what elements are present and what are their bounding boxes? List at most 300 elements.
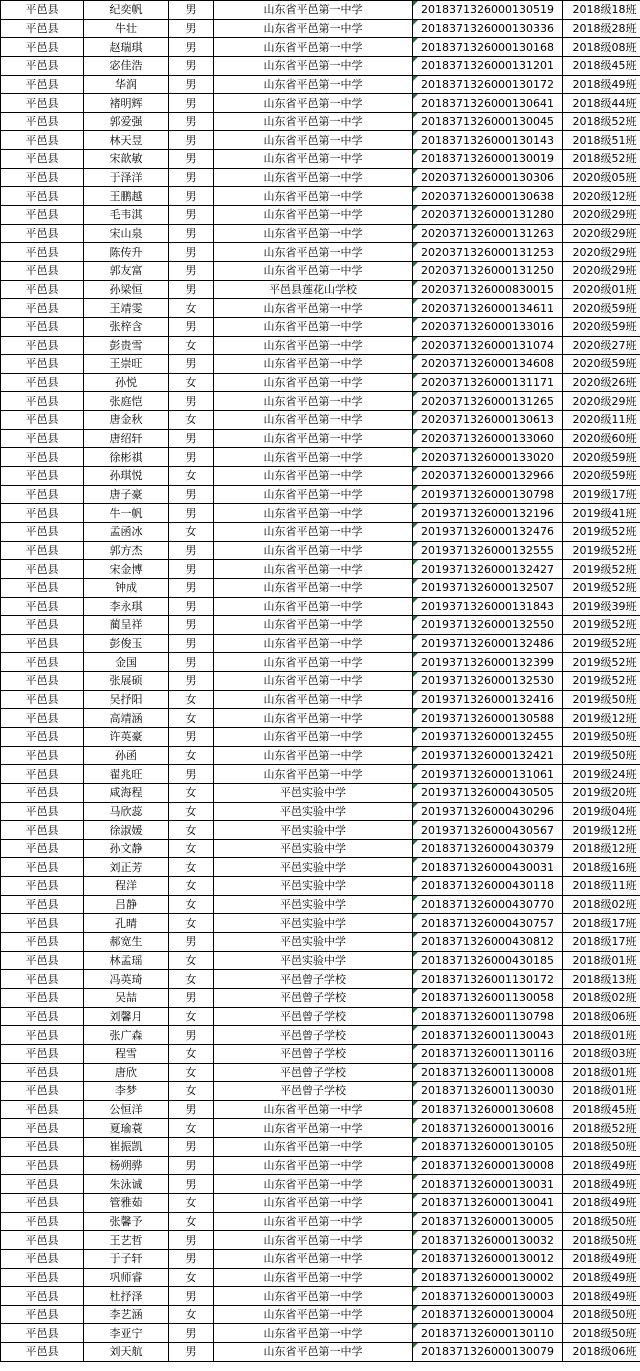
student-name-cell[interactable]: 冯英琦: [84, 970, 169, 989]
student-name-cell[interactable]: 咸海程: [84, 783, 169, 802]
student-name-cell[interactable]: 高靖涵: [84, 709, 169, 728]
county-cell[interactable]: 平邑县: [1, 1175, 84, 1194]
student-id-cell[interactable]: 2019371326000132421: [413, 746, 563, 765]
county-cell[interactable]: 平邑县: [1, 951, 84, 970]
gender-cell[interactable]: 女: [169, 746, 214, 765]
gender-cell[interactable]: 女: [169, 1007, 214, 1026]
class-cell[interactable]: 2020级59班: [563, 467, 640, 486]
student-id-cell[interactable]: 2020371326000133060: [413, 429, 563, 448]
school-cell[interactable]: 平邑实验中学: [214, 951, 413, 970]
county-cell[interactable]: 平邑县: [1, 1044, 84, 1063]
county-cell[interactable]: 平邑县: [1, 1007, 84, 1026]
gender-cell[interactable]: 女: [169, 709, 214, 728]
student-name-cell[interactable]: 唐子豪: [84, 485, 169, 504]
county-cell[interactable]: 平邑县: [1, 1026, 84, 1045]
school-cell[interactable]: 山东省平邑第一中学: [214, 672, 413, 691]
class-cell[interactable]: 2018级49班: [563, 1268, 640, 1287]
county-cell[interactable]: 平邑县: [1, 1249, 84, 1268]
student-name-cell[interactable]: 于泽洋: [84, 168, 169, 187]
gender-cell[interactable]: 男: [169, 168, 214, 187]
student-name-cell[interactable]: 李永琪: [84, 597, 169, 616]
county-cell[interactable]: 平邑县: [1, 355, 84, 374]
school-cell[interactable]: 山东省平邑第一中学: [214, 1138, 413, 1157]
gender-cell[interactable]: 男: [169, 616, 214, 635]
student-name-cell[interactable]: 褚明辉: [84, 94, 169, 113]
student-name-cell[interactable]: 朱泳诚: [84, 1175, 169, 1194]
county-cell[interactable]: 平邑县: [1, 895, 84, 914]
student-id-cell[interactable]: 2020371326000132966: [413, 467, 563, 486]
school-cell[interactable]: 平邑曾子学校: [214, 1044, 413, 1063]
student-name-cell[interactable]: 吕静: [84, 895, 169, 914]
student-name-cell[interactable]: 唐绍轩: [84, 429, 169, 448]
county-cell[interactable]: 平邑县: [1, 1268, 84, 1287]
school-cell[interactable]: 山东省平邑第一中学: [214, 765, 413, 784]
school-cell[interactable]: 山东省平邑第一中学: [214, 112, 413, 131]
county-cell[interactable]: 平邑县: [1, 690, 84, 709]
county-cell[interactable]: 平邑县: [1, 1287, 84, 1306]
class-cell[interactable]: 2020级26班: [563, 373, 640, 392]
class-cell[interactable]: 2019级04班: [563, 802, 640, 821]
county-cell[interactable]: 平邑县: [1, 1138, 84, 1157]
student-name-cell[interactable]: 巩师睿: [84, 1268, 169, 1287]
county-cell[interactable]: 平邑县: [1, 112, 84, 131]
gender-cell[interactable]: 男: [169, 243, 214, 262]
class-cell[interactable]: 2018级52班: [563, 150, 640, 169]
gender-cell[interactable]: 男: [169, 560, 214, 579]
class-cell[interactable]: 2018级49班: [563, 1194, 640, 1213]
gender-cell[interactable]: 女: [169, 1212, 214, 1231]
school-cell[interactable]: 山东省平邑第一中学: [214, 1175, 413, 1194]
gender-cell[interactable]: 女: [169, 1305, 214, 1324]
student-id-cell[interactable]: 2018371326000130172: [413, 75, 563, 94]
school-cell[interactable]: 山东省平邑第一中学: [214, 411, 413, 430]
student-name-cell[interactable]: 孙梁恒: [84, 280, 169, 299]
gender-cell[interactable]: 男: [169, 988, 214, 1007]
student-id-cell[interactable]: 2019371326000132550: [413, 616, 563, 635]
school-cell[interactable]: 山东省平邑第一中学: [214, 1156, 413, 1175]
gender-cell[interactable]: 男: [169, 765, 214, 784]
gender-cell[interactable]: 男: [169, 727, 214, 746]
student-name-cell[interactable]: 宋歆敏: [84, 150, 169, 169]
gender-cell[interactable]: 男: [169, 38, 214, 57]
school-cell[interactable]: 山东省平邑第一中学: [214, 224, 413, 243]
student-id-cell[interactable]: 2018371326001130030: [413, 1082, 563, 1101]
gender-cell[interactable]: 男: [169, 485, 214, 504]
gender-cell[interactable]: 女: [169, 858, 214, 877]
county-cell[interactable]: 平邑县: [1, 988, 84, 1007]
class-cell[interactable]: 2018级03班: [563, 1044, 640, 1063]
county-cell[interactable]: 平邑县: [1, 1212, 84, 1231]
student-id-cell[interactable]: 2020371326000830015: [413, 280, 563, 299]
student-name-cell[interactable]: 金国: [84, 653, 169, 672]
school-cell[interactable]: 山东省平邑第一中学: [214, 317, 413, 336]
student-id-cell[interactable]: 2018371326000131201: [413, 56, 563, 75]
student-id-cell[interactable]: 2018371326000130110: [413, 1324, 563, 1343]
school-cell[interactable]: 山东省平邑第一中学: [214, 1, 413, 20]
student-id-cell[interactable]: 2018371326000130336: [413, 19, 563, 38]
school-cell[interactable]: 山东省平邑第一中学: [214, 131, 413, 150]
student-id-cell[interactable]: 2018371326000430118: [413, 877, 563, 896]
school-cell[interactable]: 山东省平邑第一中学: [214, 150, 413, 169]
class-cell[interactable]: 2018级01班: [563, 951, 640, 970]
gender-cell[interactable]: 女: [169, 411, 214, 430]
student-name-cell[interactable]: 杨朔骅: [84, 1156, 169, 1175]
school-cell[interactable]: 山东省平邑第一中学: [214, 1343, 413, 1362]
student-name-cell[interactable]: 李亚宁: [84, 1324, 169, 1343]
student-name-cell[interactable]: 徐彬祺: [84, 448, 169, 467]
county-cell[interactable]: 平邑县: [1, 448, 84, 467]
student-id-cell[interactable]: 2019371326000132399: [413, 653, 563, 672]
student-id-cell[interactable]: 2018371326000130031: [413, 1175, 563, 1194]
county-cell[interactable]: 平邑县: [1, 280, 84, 299]
county-cell[interactable]: 平邑县: [1, 336, 84, 355]
class-cell[interactable]: 2018级49班: [563, 75, 640, 94]
student-name-cell[interactable]: 孙悦: [84, 373, 169, 392]
school-cell[interactable]: 平邑实验中学: [214, 895, 413, 914]
class-cell[interactable]: 2018级51班: [563, 131, 640, 150]
gender-cell[interactable]: 男: [169, 206, 214, 225]
class-cell[interactable]: 2018级02班: [563, 895, 640, 914]
gender-cell[interactable]: 女: [169, 802, 214, 821]
student-id-cell[interactable]: 2018371326000430770: [413, 895, 563, 914]
student-name-cell[interactable]: 孔晴: [84, 914, 169, 933]
class-cell[interactable]: 2020级29班: [563, 243, 640, 262]
class-cell[interactable]: 2020级05班: [563, 168, 640, 187]
class-cell[interactable]: 2018级52班: [563, 112, 640, 131]
student-name-cell[interactable]: 程洋: [84, 877, 169, 896]
student-id-cell[interactable]: 2019371326000132555: [413, 541, 563, 560]
gender-cell[interactable]: 女: [169, 821, 214, 840]
class-cell[interactable]: 2019级41班: [563, 504, 640, 523]
student-id-cell[interactable]: 2019371326000132486: [413, 634, 563, 653]
student-id-cell[interactable]: 2019371326000131843: [413, 597, 563, 616]
student-name-cell[interactable]: 毛韦淇: [84, 206, 169, 225]
student-name-cell[interactable]: 刘天航: [84, 1343, 169, 1362]
student-name-cell[interactable]: 孙函: [84, 746, 169, 765]
class-cell[interactable]: 2018级44班: [563, 94, 640, 113]
county-cell[interactable]: 平邑县: [1, 578, 84, 597]
gender-cell[interactable]: 女: [169, 1194, 214, 1213]
class-cell[interactable]: 2018级50班: [563, 1231, 640, 1250]
school-cell[interactable]: 山东省平邑第一中学: [214, 38, 413, 57]
student-id-cell[interactable]: 2018371326000130641: [413, 94, 563, 113]
class-cell[interactable]: 2018级50班: [563, 1324, 640, 1343]
county-cell[interactable]: 平邑县: [1, 839, 84, 858]
student-name-cell[interactable]: 张广森: [84, 1026, 169, 1045]
class-cell[interactable]: 2018级01班: [563, 1082, 640, 1101]
student-id-cell[interactable]: 2020371326000130638: [413, 187, 563, 206]
gender-cell[interactable]: 男: [169, 392, 214, 411]
school-cell[interactable]: 山东省平邑第一中学: [214, 355, 413, 374]
school-cell[interactable]: 山东省平邑第一中学: [214, 1100, 413, 1119]
school-cell[interactable]: 山东省平邑第一中学: [214, 429, 413, 448]
county-cell[interactable]: 平邑县: [1, 914, 84, 933]
county-cell[interactable]: 平邑县: [1, 634, 84, 653]
gender-cell[interactable]: 女: [169, 373, 214, 392]
class-cell[interactable]: 2018级08班: [563, 38, 640, 57]
student-id-cell[interactable]: 2018371326000130016: [413, 1119, 563, 1138]
gender-cell[interactable]: 男: [169, 75, 214, 94]
student-name-cell[interactable]: 林孟瑶: [84, 951, 169, 970]
student-name-cell[interactable]: 王艺哲: [84, 1231, 169, 1250]
student-id-cell[interactable]: 2018371326000130019: [413, 150, 563, 169]
gender-cell[interactable]: 女: [169, 839, 214, 858]
student-id-cell[interactable]: 2018371326000130105: [413, 1138, 563, 1157]
gender-cell[interactable]: 男: [169, 317, 214, 336]
student-id-cell[interactable]: 2018371326000130012: [413, 1249, 563, 1268]
class-cell[interactable]: 2018级01班: [563, 1063, 640, 1082]
school-cell[interactable]: 山东省平邑第一中学: [214, 727, 413, 746]
county-cell[interactable]: 平邑县: [1, 522, 84, 541]
school-cell[interactable]: 山东省平邑第一中学: [214, 1249, 413, 1268]
gender-cell[interactable]: 男: [169, 653, 214, 672]
class-cell[interactable]: 2018级50班: [563, 1305, 640, 1324]
student-id-cell[interactable]: 2018371326000430031: [413, 858, 563, 877]
school-cell[interactable]: 山东省平邑第一中学: [214, 243, 413, 262]
student-id-cell[interactable]: 2020371326000134611: [413, 299, 563, 318]
student-name-cell[interactable]: 刘正芳: [84, 858, 169, 877]
school-cell[interactable]: 山东省平邑第一中学: [214, 578, 413, 597]
class-cell[interactable]: 2018级52班: [563, 1119, 640, 1138]
school-cell[interactable]: 平邑实验中学: [214, 877, 413, 896]
class-cell[interactable]: 2020级59班: [563, 355, 640, 374]
county-cell[interactable]: 平邑县: [1, 1324, 84, 1343]
class-cell[interactable]: 2019级50班: [563, 727, 640, 746]
student-id-cell[interactable]: 2019371326000132196: [413, 504, 563, 523]
student-name-cell[interactable]: 李梦: [84, 1082, 169, 1101]
student-id-cell[interactable]: 2020371326000133020: [413, 448, 563, 467]
student-name-cell[interactable]: 王鹏越: [84, 187, 169, 206]
class-cell[interactable]: 2019级52班: [563, 578, 640, 597]
student-name-cell[interactable]: 孙文静: [84, 839, 169, 858]
gender-cell[interactable]: 男: [169, 112, 214, 131]
student-name-cell[interactable]: 宋金博: [84, 560, 169, 579]
gender-cell[interactable]: 女: [169, 1268, 214, 1287]
county-cell[interactable]: 平邑县: [1, 504, 84, 523]
gender-cell[interactable]: 女: [169, 522, 214, 541]
county-cell[interactable]: 平邑县: [1, 411, 84, 430]
student-id-cell[interactable]: 2018371326000130032: [413, 1231, 563, 1250]
student-id-cell[interactable]: 2018371326000130004: [413, 1305, 563, 1324]
county-cell[interactable]: 平邑县: [1, 616, 84, 635]
county-cell[interactable]: 平邑县: [1, 858, 84, 877]
gender-cell[interactable]: 男: [169, 150, 214, 169]
gender-cell[interactable]: 男: [169, 280, 214, 299]
school-cell[interactable]: 山东省平邑第一中学: [214, 56, 413, 75]
student-id-cell[interactable]: 2020371326000131171: [413, 373, 563, 392]
gender-cell[interactable]: 男: [169, 94, 214, 113]
student-name-cell[interactable]: 唐欣: [84, 1063, 169, 1082]
student-name-cell[interactable]: 郭方杰: [84, 541, 169, 560]
student-name-cell[interactable]: 钟成: [84, 578, 169, 597]
gender-cell[interactable]: 女: [169, 1119, 214, 1138]
school-cell[interactable]: 平邑实验中学: [214, 914, 413, 933]
school-cell[interactable]: 山东省平邑第一中学: [214, 1324, 413, 1343]
class-cell[interactable]: 2018级49班: [563, 1156, 640, 1175]
school-cell[interactable]: 山东省平邑第一中学: [214, 206, 413, 225]
class-cell[interactable]: 2019级52班: [563, 560, 640, 579]
class-cell[interactable]: 2018级12班: [563, 839, 640, 858]
gender-cell[interactable]: 男: [169, 933, 214, 952]
school-cell[interactable]: 平邑实验中学: [214, 821, 413, 840]
student-name-cell[interactable]: 马欣蕊: [84, 802, 169, 821]
student-id-cell[interactable]: 2018371326000130608: [413, 1100, 563, 1119]
student-id-cell[interactable]: 2018371326000130045: [413, 112, 563, 131]
gender-cell[interactable]: 男: [169, 504, 214, 523]
school-cell[interactable]: 山东省平邑第一中学: [214, 560, 413, 579]
school-cell[interactable]: 山东省平邑第一中学: [214, 1268, 413, 1287]
student-id-cell[interactable]: 2018371326000130005: [413, 1212, 563, 1231]
gender-cell[interactable]: 男: [169, 261, 214, 280]
class-cell[interactable]: 2020级27班: [563, 336, 640, 355]
gender-cell[interactable]: 男: [169, 672, 214, 691]
student-name-cell[interactable]: 孙琪悦: [84, 467, 169, 486]
county-cell[interactable]: 平邑县: [1, 765, 84, 784]
student-id-cell[interactable]: 2019371326000132455: [413, 727, 563, 746]
county-cell[interactable]: 平邑县: [1, 373, 84, 392]
county-cell[interactable]: 平邑县: [1, 56, 84, 75]
county-cell[interactable]: 平邑县: [1, 727, 84, 746]
student-id-cell[interactable]: 2020371326000131253: [413, 243, 563, 262]
student-id-cell[interactable]: 2018371326000130519: [413, 1, 563, 20]
student-id-cell[interactable]: 2018371326001130008: [413, 1063, 563, 1082]
school-cell[interactable]: 平邑曾子学校: [214, 1082, 413, 1101]
school-cell[interactable]: 山东省平邑第一中学: [214, 94, 413, 113]
class-cell[interactable]: 2020级60班: [563, 429, 640, 448]
student-id-cell[interactable]: 2020371326000131263: [413, 224, 563, 243]
student-id-cell[interactable]: 2019371326000131061: [413, 765, 563, 784]
county-cell[interactable]: 平邑县: [1, 1082, 84, 1101]
county-cell[interactable]: 平邑县: [1, 970, 84, 989]
school-cell[interactable]: 平邑曾子学校: [214, 1007, 413, 1026]
gender-cell[interactable]: 男: [169, 1249, 214, 1268]
student-name-cell[interactable]: 程雪: [84, 1044, 169, 1063]
school-cell[interactable]: 平邑实验中学: [214, 802, 413, 821]
class-cell[interactable]: 2018级17班: [563, 933, 640, 952]
school-cell[interactable]: 山东省平邑第一中学: [214, 616, 413, 635]
student-name-cell[interactable]: 陈传升: [84, 243, 169, 262]
class-cell[interactable]: 2020级59班: [563, 299, 640, 318]
student-name-cell[interactable]: 管雅茹: [84, 1194, 169, 1213]
class-cell[interactable]: 2019级52班: [563, 541, 640, 560]
county-cell[interactable]: 平邑县: [1, 709, 84, 728]
gender-cell[interactable]: 男: [169, 1100, 214, 1119]
class-cell[interactable]: 2019级17班: [563, 485, 640, 504]
student-id-cell[interactable]: 2018371326001130116: [413, 1044, 563, 1063]
school-cell[interactable]: 山东省平邑第一中学: [214, 653, 413, 672]
class-cell[interactable]: 2019级52班: [563, 653, 640, 672]
student-id-cell[interactable]: 2019371326000430567: [413, 821, 563, 840]
school-cell[interactable]: 平邑曾子学校: [214, 1026, 413, 1045]
school-cell[interactable]: 山东省平邑第一中学: [214, 1194, 413, 1213]
class-cell[interactable]: 2018级16班: [563, 858, 640, 877]
school-cell[interactable]: 平邑实验中学: [214, 858, 413, 877]
student-name-cell[interactable]: 崔振凯: [84, 1138, 169, 1157]
class-cell[interactable]: 2020级29班: [563, 392, 640, 411]
school-cell[interactable]: 山东省平邑第一中学: [214, 1305, 413, 1324]
school-cell[interactable]: 平邑曾子学校: [214, 970, 413, 989]
county-cell[interactable]: 平邑县: [1, 821, 84, 840]
student-name-cell[interactable]: 张梓含: [84, 317, 169, 336]
student-name-cell[interactable]: 吴抒阳: [84, 690, 169, 709]
school-cell[interactable]: 平邑实验中学: [214, 839, 413, 858]
gender-cell[interactable]: 男: [169, 448, 214, 467]
student-id-cell[interactable]: 2018371326000130003: [413, 1287, 563, 1306]
student-name-cell[interactable]: 林天昱: [84, 131, 169, 150]
class-cell[interactable]: 2018级49班: [563, 1175, 640, 1194]
county-cell[interactable]: 平邑县: [1, 597, 84, 616]
class-cell[interactable]: 2020级11班: [563, 411, 640, 430]
school-cell[interactable]: 山东省平邑第一中学: [214, 75, 413, 94]
gender-cell[interactable]: 女: [169, 970, 214, 989]
school-cell[interactable]: 平邑曾子学校: [214, 988, 413, 1007]
class-cell[interactable]: 2018级50班: [563, 1138, 640, 1157]
gender-cell[interactable]: 男: [169, 1324, 214, 1343]
student-name-cell[interactable]: 张展硕: [84, 672, 169, 691]
student-id-cell[interactable]: 2018371326000130041: [413, 1194, 563, 1213]
school-cell[interactable]: 山东省平邑第一中学: [214, 336, 413, 355]
gender-cell[interactable]: 男: [169, 1231, 214, 1250]
class-cell[interactable]: 2020级01班: [563, 280, 640, 299]
class-cell[interactable]: 2019级12班: [563, 709, 640, 728]
school-cell[interactable]: 山东省平邑第一中学: [214, 597, 413, 616]
student-id-cell[interactable]: 2020371326000131265: [413, 392, 563, 411]
county-cell[interactable]: 平邑县: [1, 1, 84, 20]
class-cell[interactable]: 2020级59班: [563, 448, 640, 467]
county-cell[interactable]: 平邑县: [1, 560, 84, 579]
county-cell[interactable]: 平邑县: [1, 243, 84, 262]
school-cell[interactable]: 平邑曾子学校: [214, 1063, 413, 1082]
county-cell[interactable]: 平邑县: [1, 38, 84, 57]
student-id-cell[interactable]: 2018371326000430379: [413, 839, 563, 858]
class-cell[interactable]: 2019级20班: [563, 783, 640, 802]
gender-cell[interactable]: 男: [169, 1175, 214, 1194]
student-id-cell[interactable]: 2019371326000130798: [413, 485, 563, 504]
county-cell[interactable]: 平邑县: [1, 261, 84, 280]
class-cell[interactable]: 2020级29班: [563, 224, 640, 243]
gender-cell[interactable]: 女: [169, 914, 214, 933]
school-cell[interactable]: 山东省平邑第一中学: [214, 504, 413, 523]
student-name-cell[interactable]: 郝宽生: [84, 933, 169, 952]
school-cell[interactable]: 山东省平邑第一中学: [214, 522, 413, 541]
gender-cell[interactable]: 男: [169, 224, 214, 243]
class-cell[interactable]: 2018级01班: [563, 1026, 640, 1045]
student-id-cell[interactable]: 2018371326001130798: [413, 1007, 563, 1026]
student-name-cell[interactable]: 公恒洋: [84, 1100, 169, 1119]
school-cell[interactable]: 平邑实验中学: [214, 783, 413, 802]
gender-cell[interactable]: 女: [169, 895, 214, 914]
county-cell[interactable]: 平邑县: [1, 1063, 84, 1082]
student-id-cell[interactable]: 2018371326000130002: [413, 1268, 563, 1287]
county-cell[interactable]: 平邑县: [1, 541, 84, 560]
student-name-cell[interactable]: 于子轩: [84, 1249, 169, 1268]
student-id-cell[interactable]: 2019371326000430296: [413, 802, 563, 821]
student-id-cell[interactable]: 2018371326000430185: [413, 951, 563, 970]
school-cell[interactable]: 山东省平邑第一中学: [214, 1231, 413, 1250]
county-cell[interactable]: 平邑县: [1, 1100, 84, 1119]
student-id-cell[interactable]: 2020371326000130613: [413, 411, 563, 430]
student-name-cell[interactable]: 夏瑜蓑: [84, 1119, 169, 1138]
student-name-cell[interactable]: 翟兆旺: [84, 765, 169, 784]
student-name-cell[interactable]: 郭友富: [84, 261, 169, 280]
gender-cell[interactable]: 女: [169, 1044, 214, 1063]
school-cell[interactable]: 山东省平邑第一中学: [214, 261, 413, 280]
gender-cell[interactable]: 男: [169, 429, 214, 448]
county-cell[interactable]: 平邑县: [1, 131, 84, 150]
student-id-cell[interactable]: 2020371326000134608: [413, 355, 563, 374]
school-cell[interactable]: 山东省平邑第一中学: [214, 485, 413, 504]
school-cell[interactable]: 山东省平邑第一中学: [214, 467, 413, 486]
